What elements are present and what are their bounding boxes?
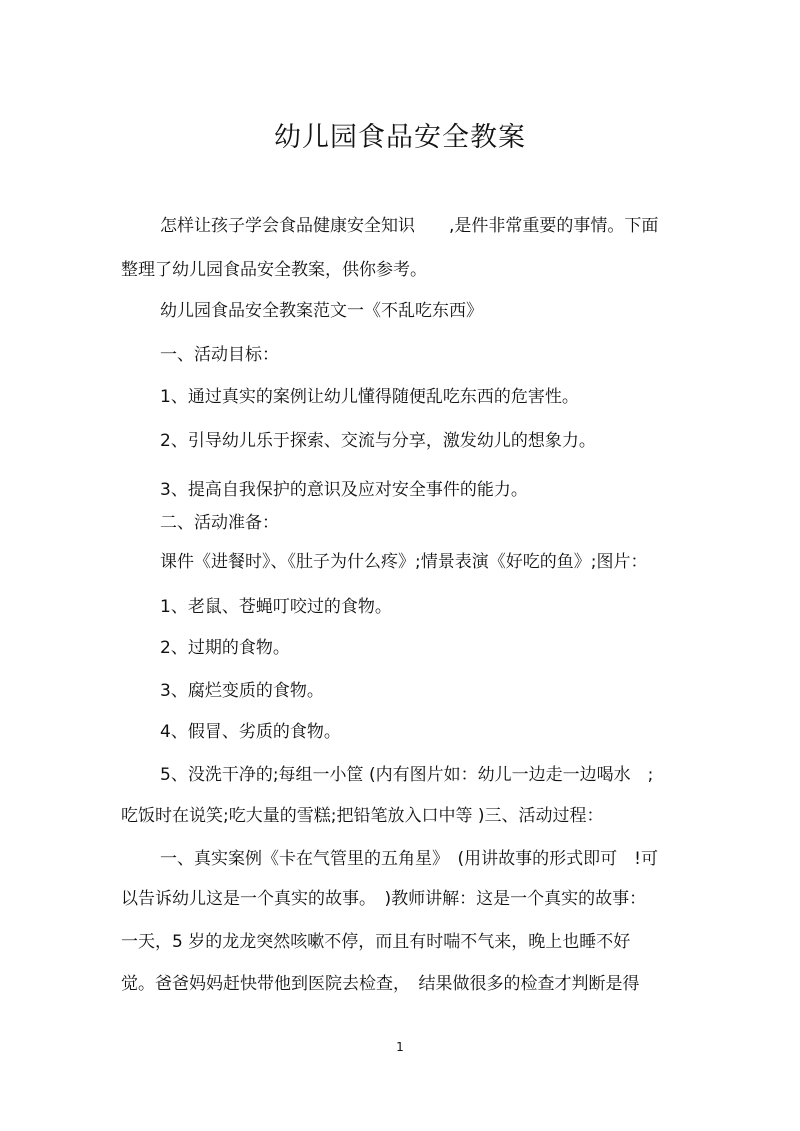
paragraph-line: 课件《进餐时》、《肚子为什么疼》;情景表演《好吃的鱼》;图片： (160, 552, 648, 572)
paragraph-line: 觉。爸爸妈妈赶快带他到医院去检查， 结果做很多的检查才判断是得 (121, 974, 640, 994)
list-item: 1、老鼠、苍蝇叮咬过的食物。 (160, 597, 392, 617)
paragraph-line: 整理了幼儿园食品安全教案，供你参考。 (121, 260, 427, 280)
paragraph-line: 一天，5 岁的龙龙突然咳嗽不停，而且有时喘不气来，晚上也睡不好 (121, 932, 631, 952)
list-item: 3、腐烂变质的食物。 (160, 681, 324, 701)
list-item: 5、没洗干净的;每组一小筐 (内有图片如：幼儿一边走一边喝水 ; (160, 765, 654, 785)
list-item: 1、通过真实的案例让幼儿懂得随便乱吃东西的危害性。 (160, 387, 579, 407)
paragraph-line: 一、真实案例《卡在气管里的五角星》 (用讲故事的形式即可 !可 (160, 849, 658, 869)
section-heading: 幼儿园食品安全教案范文一《不乱吃东西》 (160, 301, 483, 321)
page-number: 1 (396, 1040, 404, 1054)
section-heading: 二、活动准备： (160, 513, 279, 533)
list-item: 2、引导幼儿乐于探索、交流与分享，激发幼儿的想象力。 (160, 431, 596, 451)
list-item: 3、提高自我保护的意识及应对安全事件的能力。 (160, 480, 528, 500)
document-title: 幼儿园食品安全教案 (274, 122, 526, 153)
paragraph-line: 以告诉幼儿这是一个真实的故事。 )教师讲解：这是一个真实的故事： (121, 889, 647, 909)
list-item: 4、假冒、劣质的食物。 (160, 722, 341, 742)
paragraph-line: 吃饭时在说笑;吃大量的雪糕;把铅笔放入口中等 )三、活动过程： (121, 806, 604, 826)
paragraph-line: 怎样让孩子学会食品健康安全知识 ,是件非常重要的事情。下面 (160, 216, 659, 236)
list-item: 2、过期的食物。 (160, 638, 290, 658)
section-heading: 一、活动目标： (160, 345, 279, 365)
